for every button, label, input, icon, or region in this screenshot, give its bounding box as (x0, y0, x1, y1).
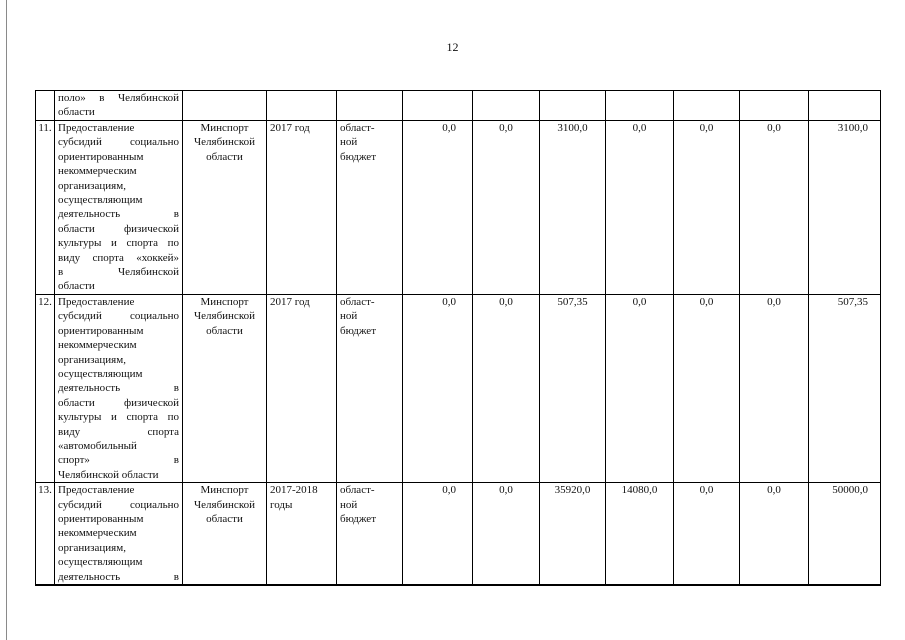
description-line: субсидий социально (58, 498, 179, 511)
description-line: культуры и спорта по (58, 237, 179, 250)
value-text: 0,0 (499, 122, 513, 134)
source-line: ной (340, 310, 358, 323)
description-line: Предоставление (58, 295, 135, 308)
funding-source (337, 483, 403, 585)
value-col-3 (540, 121, 606, 295)
source-line: бюджет (340, 324, 376, 337)
table-row (36, 483, 881, 585)
row-number (36, 483, 55, 585)
value-col-5 (674, 294, 740, 482)
activity-description (55, 483, 183, 585)
implementation-period (267, 294, 337, 482)
responsible-executor (183, 91, 267, 121)
value-text: 0,0 (442, 122, 456, 134)
executor-line: области (206, 512, 243, 525)
funding-source (337, 121, 403, 295)
implementation-period (267, 121, 337, 295)
description-line: некоммерческим (58, 165, 137, 178)
value-col-6 (740, 483, 809, 585)
table-row (36, 121, 881, 295)
description-line: культуры и спорта по (58, 411, 179, 424)
value-col-1 (403, 294, 473, 482)
row-number (36, 121, 55, 295)
value-total (809, 483, 881, 585)
table-row (36, 294, 881, 482)
value-text: 0,0 (442, 484, 456, 497)
description-line: организациям, (58, 353, 126, 366)
implementation-period (267, 91, 337, 121)
row-number (36, 294, 55, 482)
value-total (809, 91, 881, 121)
description-line: осуществляющим (58, 194, 143, 207)
activity-description (55, 121, 183, 295)
responsible-executor (183, 294, 267, 482)
period-line: 2017-2018 (270, 484, 318, 497)
description-line: ориентированным (58, 512, 144, 525)
description-line: «автомобильный (58, 439, 137, 452)
value-col-4 (606, 483, 674, 585)
funding-source (337, 294, 403, 482)
funding-source (337, 91, 403, 121)
value-text: 3100,0 (837, 122, 868, 134)
description-line: субсидий социально (58, 310, 179, 323)
source-line: област- (340, 122, 375, 134)
value-col-2 (473, 91, 540, 121)
value-total (809, 121, 881, 295)
value-text: 507,35 (837, 295, 868, 308)
description-line: виду спорта (58, 425, 179, 438)
executor-line: Челябинской (193, 498, 255, 511)
executor-line: Минспорт (200, 122, 249, 134)
description-line: некоммерческим (58, 527, 137, 540)
value-text: 0,0 (499, 484, 513, 497)
description-line: деятельность в (58, 208, 179, 221)
description-line: некоммерческим (58, 339, 137, 352)
value-text: 0,0 (499, 295, 513, 308)
value-text: 0,0 (632, 122, 647, 134)
row-number-text: 13. (38, 484, 52, 497)
row-number-text: 12. (38, 295, 52, 308)
value-col-1 (403, 91, 473, 121)
description-line: деятельность в (58, 382, 179, 395)
value-col-4 (606, 121, 674, 295)
value-text: 0,0 (442, 295, 456, 308)
left-margin-rule (6, 0, 7, 640)
description-line: области (58, 280, 95, 293)
value-text: 507,35 (557, 295, 588, 308)
description-line: области физической (58, 222, 179, 235)
program-table (35, 90, 881, 586)
value-text: 14080,0 (621, 484, 658, 497)
description-line: осуществляющим (58, 556, 143, 569)
value-col-5 (674, 121, 740, 295)
description-line: поло» в Челябинской (58, 92, 179, 104)
source-line: област- (340, 295, 375, 308)
value-col-1 (403, 483, 473, 585)
executor-line: Минспорт (200, 295, 249, 308)
source-line: ной (340, 498, 358, 511)
value-col-2 (473, 121, 540, 295)
description-line: деятельность в (58, 570, 179, 583)
description-line: Предоставление (58, 122, 135, 134)
responsible-executor (183, 121, 267, 295)
value-col-6 (740, 121, 809, 295)
description-line: организациям, (58, 541, 126, 554)
value-col-3 (540, 91, 606, 121)
executor-line: области (206, 324, 243, 337)
description-line: субсидий социально (58, 136, 179, 149)
executor-line: Челябинской (193, 136, 255, 149)
value-text: 0,0 (767, 122, 781, 134)
row-number-text: 11. (38, 122, 52, 134)
period-line: годы (270, 498, 293, 511)
value-col-3 (540, 483, 606, 585)
description-line: ориентированным (58, 150, 144, 163)
activity-description (55, 294, 183, 482)
source-line: бюджет (340, 150, 376, 163)
value-text: 0,0 (767, 295, 781, 308)
value-text: 0,0 (767, 484, 781, 497)
value-col-6 (740, 294, 809, 482)
value-col-1 (403, 121, 473, 295)
value-col-5 (674, 91, 740, 121)
value-col-5 (674, 483, 740, 585)
source-line: област- (340, 484, 375, 497)
period-line: 2017 год (270, 295, 310, 308)
description-line: спорт» в (58, 454, 179, 467)
description-line: ориентированным (58, 324, 144, 337)
page-number: 12 (446, 40, 459, 54)
executor-line: Минспорт (200, 484, 249, 497)
source-line: ной (340, 136, 358, 149)
description-line: Предоставление (58, 484, 135, 497)
implementation-period (267, 483, 337, 585)
value-col-4 (606, 91, 674, 121)
value-text: 0,0 (699, 484, 714, 497)
value-text: 50000,0 (832, 484, 868, 497)
description-line: в Челябинской (58, 266, 179, 279)
value-col-2 (473, 294, 540, 482)
description-line: области физической (58, 396, 179, 409)
value-col-3 (540, 294, 606, 482)
responsible-executor (183, 483, 267, 585)
value-col-4 (606, 294, 674, 482)
description-line: области (58, 106, 95, 119)
value-col-6 (740, 91, 809, 121)
period-line: 2017 год (270, 122, 310, 134)
row-number (36, 91, 55, 121)
value-text: 0,0 (699, 122, 714, 134)
value-total (809, 294, 881, 482)
source-line: бюджет (340, 512, 376, 525)
value-text: 35920,0 (554, 484, 591, 497)
value-text: 0,0 (632, 295, 647, 308)
value-text: 0,0 (699, 295, 714, 308)
activity-description (55, 91, 183, 121)
description-line: виду спорта «хоккей» (58, 251, 179, 264)
table-row (36, 91, 881, 121)
value-col-2 (473, 483, 540, 585)
executor-line: Челябинской (193, 310, 255, 323)
executor-line: области (206, 150, 243, 163)
description-line: организациям, (58, 179, 126, 192)
description-line: осуществляющим (58, 367, 143, 380)
description-line: Челябинской области (58, 468, 159, 481)
value-text: 3100,0 (557, 122, 588, 134)
